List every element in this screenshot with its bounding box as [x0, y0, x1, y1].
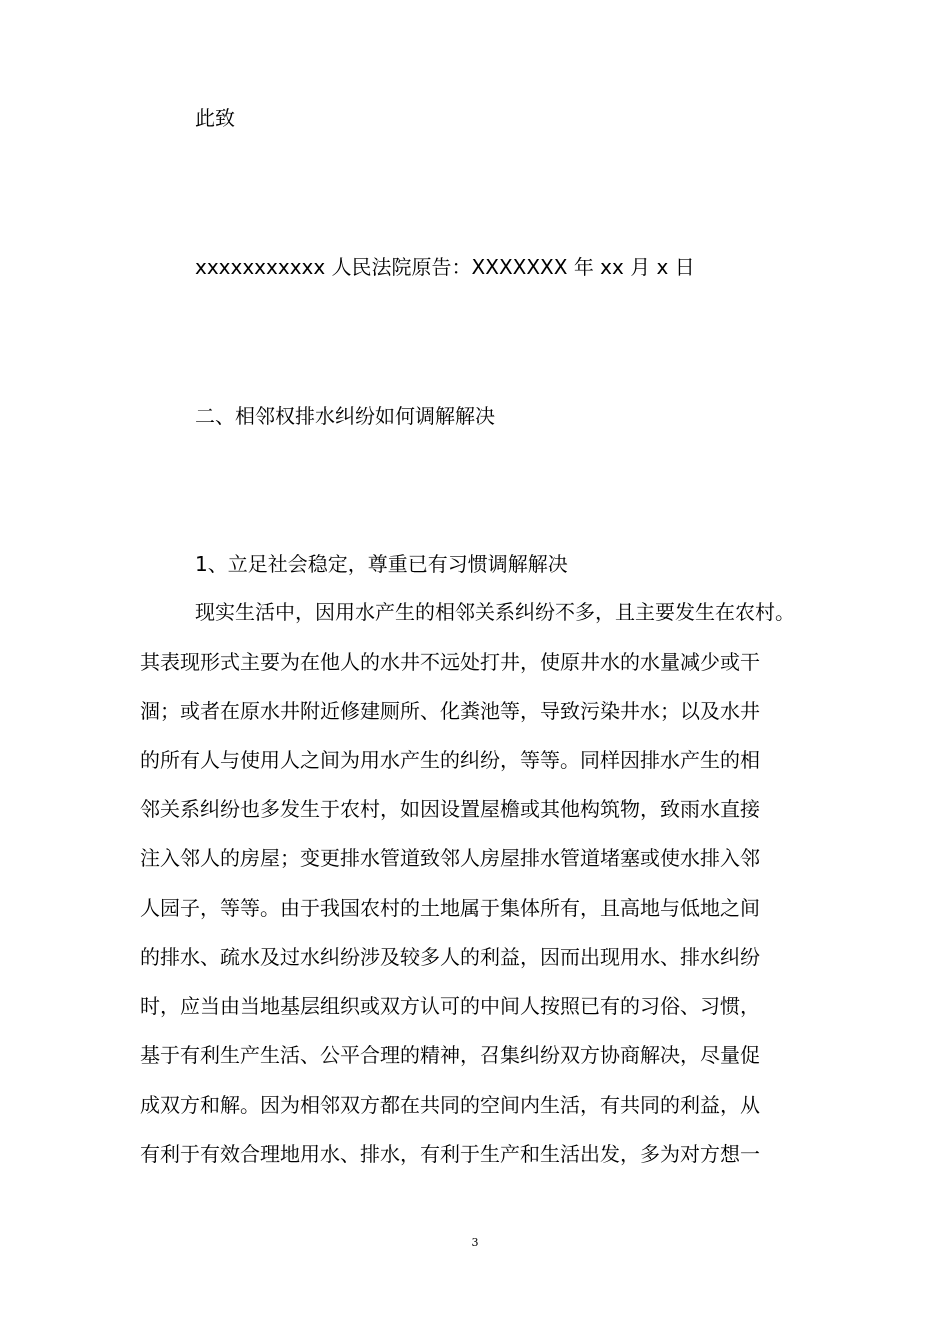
paragraph-line: 有利于有效合理地用水、排水，有利于生产和生活出发，多为对方想一	[140, 1142, 760, 1166]
paragraph-line: 注入邻人的房屋；变更排水管道致邻人房屋排水管道堵塞或使水排入邻	[140, 846, 760, 870]
paragraph-line: 的所有人与使用人之间为用水产生的纠纷，等等。同样因排水产生的相	[140, 748, 760, 772]
paragraph-line: 成双方和解。因为相邻双方都在共同的空间内生活，有共同的利益，从	[140, 1093, 760, 1117]
salutation: 此致	[195, 106, 235, 130]
paragraph-line: 邻关系纠纷也多发生于农村，如因设置屋檐或其他构筑物，致雨水直接	[140, 797, 760, 821]
paragraph-line: 的排水、疏水及过水纠纷涉及较多人的利益，因而出现用水、排水纠纷	[140, 945, 760, 969]
paragraph-line: 现实生活中，因用水产生的相邻关系纠纷不多，且主要发生在农村。	[195, 600, 795, 624]
section-heading: 二、相邻权排水纠纷如何调解解决	[195, 404, 495, 428]
subsection-heading: 1、立足社会稳定，尊重已有习惯调解解决	[195, 552, 568, 576]
paragraph-line: 其表现形式主要为在他人的水井不远处打井，使原井水的水量减少或干	[140, 650, 760, 674]
paragraph-line: 基于有利生产生活、公平合理的精神，召集纠纷双方协商解决，尽量促	[140, 1043, 760, 1067]
paragraph-line: 时，应当由当地基层组织或双方认可的中间人按照已有的习俗、习惯，	[140, 994, 760, 1018]
signature-line: xxxxxxxxxxx 人民法院原告：XXXXXXX 年 xx 月 x 日	[195, 255, 695, 279]
page-number: 3	[471, 1236, 479, 1249]
paragraph-line: 涸；或者在原水井附近修建厕所、化粪池等，导致污染井水；以及水井	[140, 699, 760, 723]
paragraph-line: 人园子，等等。由于我国农村的土地属于集体所有，且高地与低地之间	[140, 896, 760, 920]
